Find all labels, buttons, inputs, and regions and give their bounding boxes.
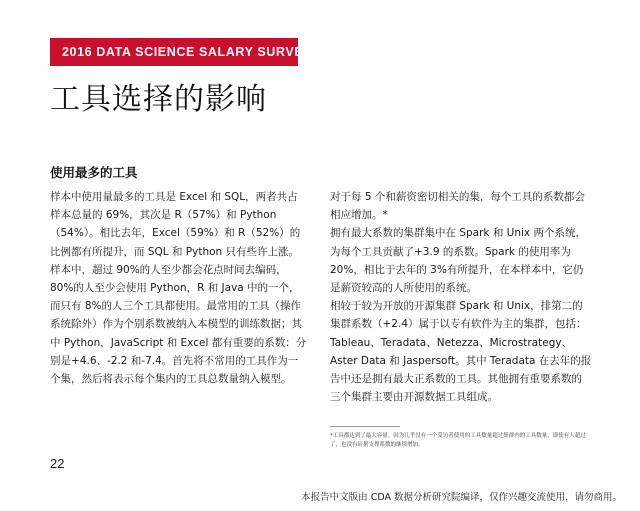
page-number: 22 xyxy=(50,456,65,471)
page-title: 工具选择的影响 xyxy=(50,82,267,117)
right-paragraph-2: 拥有最大系数的集群集中在 Spark 和 Unix 两个系统，为每个工具贡献了+3.9 的系数。Spark 的使用率为 20%，相比于去年的 3%有所提升，在本样本中，它仍是薪资较高的人所使用的系统。 xyxy=(330,227,586,295)
translation-credit: 本报告中文版由 CDA 数据分析研究院编译，仅作兴趣交流使用，请勿商用。 xyxy=(301,492,622,503)
left-column xyxy=(50,188,308,388)
right-column xyxy=(330,188,592,406)
left-paragraph-1: 样本中使用量最多的工具是 Excel 和 SQL，两者共占样本总量的 69%，其次是 R（57%）和 Python（54%）。相比去年，Excel（59%）和 R（52%）的比例都有所提升，而 SQL 和 Python 只有些许上涨。 xyxy=(50,191,301,258)
section-heading: 使用最多的工具 xyxy=(50,165,138,180)
footnote-divider xyxy=(330,426,400,427)
left-paragraph-2: 样本中，超过 90%的人至少都会花点时间去编码，80%的人至少会使用 Python，R 和 Java 中的一个，而只有 8%的人三个工具都使用。最常用的工具（操作系统除外）作为个别系数被纳入本模型的训练数据；其中 Python，JavaScript 和 Excel 都有重要的系数：分别是+4.6、-2.2 和-7.4。首先将不常用的工具作为一个集，然后将表示每个集内的工具总数量纳入模型。 xyxy=(50,263,307,386)
right-paragraph-3: 相较于较为开放的开源集群 Spark 和 Unix，排第二的集群系数（+2.4）属于以专有软件为主的集群，包括：Tableau、Teradata、Netezza、Microstrategy、Aster Data 和 Jaspersoft。其中 Teradata 在去年的报告中还是拥有最大正系数的工具。其他拥有重要系数的三个集群主要由开源数据工具组成。 xyxy=(330,300,592,404)
report-banner: 2016 DATA SCIENCE SALARY SURVEY xyxy=(50,38,298,66)
right-paragraph-1: 对于每 5 个和薪资密切相关的集，每个工具的系数都会相应增加。* xyxy=(330,191,585,222)
footnote: *工具都达到了最大容量。因为几乎没有一个受访者使用的工具数量超过集群内的工具数量，即使有人超过了，也没有证据支撑系数的继续增加。 xyxy=(330,433,586,448)
